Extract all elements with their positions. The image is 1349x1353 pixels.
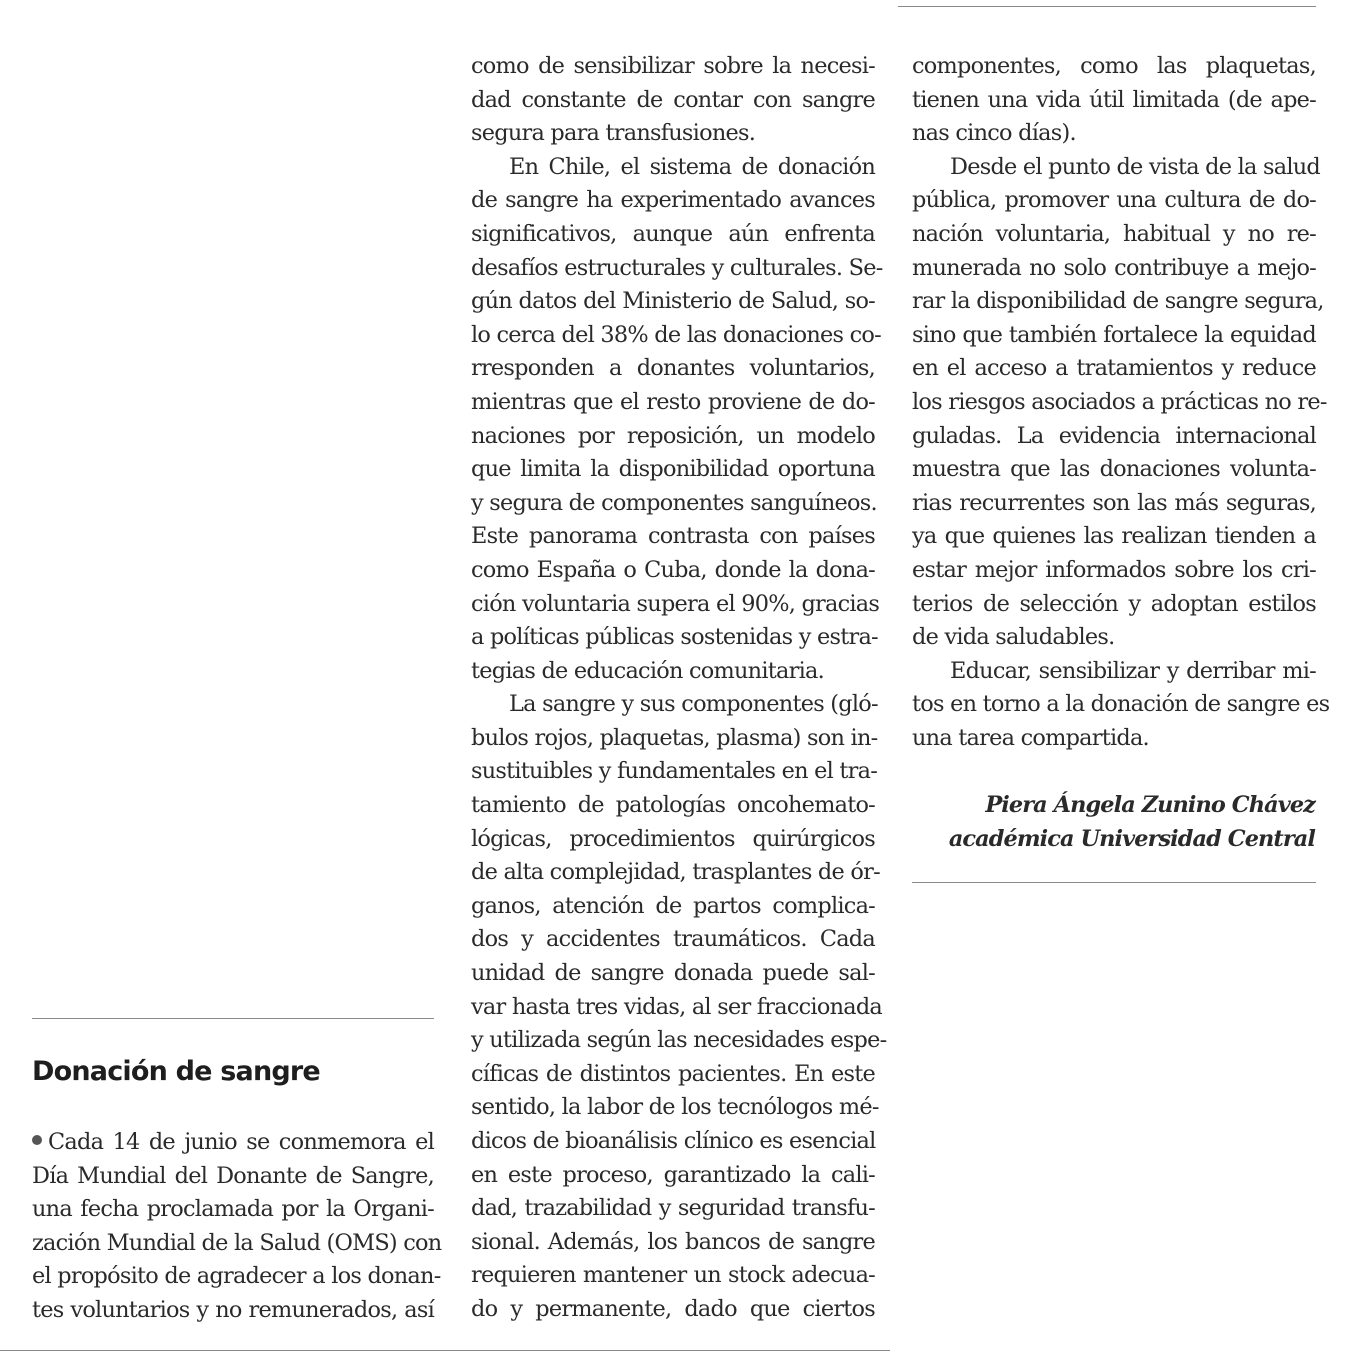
- body-line: terios de selección y adoptan estilos: [912, 590, 1316, 617]
- body-line: segura para transfusiones.: [471, 120, 756, 147]
- body-line: lo cerca del 38% de las donaciones co-: [471, 321, 881, 348]
- body-line: Educar, sensibilizar y derribar mi-: [950, 657, 1316, 684]
- body-line: los riesgos asociados a prácticas no re-: [912, 388, 1327, 415]
- body-line: tamiento de patologías oncohemato-: [471, 792, 875, 819]
- body-line: Desde el punto de vista de la salud: [950, 153, 1320, 180]
- body-line: Este panorama contrasta con países: [471, 523, 875, 550]
- body-line: mientras que el resto proviene de do-: [471, 388, 875, 415]
- body-line: como España o Cuba, donde la dona-: [471, 556, 875, 583]
- body-line: tos en torno a la donación de sangre es: [912, 691, 1330, 718]
- body-line: rias recurrentes son las más seguras,: [912, 489, 1316, 516]
- sidebar-line: una fecha proclamada por la Organi-: [32, 1196, 434, 1223]
- body-line: En Chile, el sistema de donación: [509, 153, 875, 180]
- body-line: nación voluntaria, habitual y no re-: [912, 220, 1316, 247]
- body-line: guladas. La evidencia internacional: [912, 422, 1316, 449]
- body-line: var hasta tres vidas, al ser fraccionada: [471, 993, 883, 1020]
- bullet-icon: [32, 1135, 42, 1145]
- sidebar-line: el propósito de agradecer a los donan-: [32, 1263, 441, 1290]
- signature-bottom-rule: [912, 882, 1316, 883]
- body-line: do y permanente, dado que ciertos: [471, 1295, 875, 1322]
- body-line: La sangre y sus componentes (gló-: [509, 691, 878, 718]
- sidebar-top-rule: [32, 1018, 434, 1019]
- body-line: ganos, atención de partos complica-: [471, 892, 875, 919]
- body-line: muestra que las donaciones volunta-: [912, 456, 1316, 483]
- body-line: dad, trazabilidad y seguridad transfu-: [471, 1195, 875, 1222]
- author-name: Piera Ángela Zunino Chávez: [985, 792, 1315, 818]
- author-affiliation: académica Universidad Central: [948, 826, 1315, 852]
- sidebar-line: Cada 14 de junio se conmemora el: [32, 1126, 434, 1160]
- body-line: lógicas, procedimientos quirúrgicos: [471, 825, 875, 852]
- body-line: dicos de bioanálisis clínico es esencial: [471, 1128, 876, 1154]
- body-line: componentes, como las plaquetas,: [912, 53, 1316, 79]
- body-line: munerada no solo contribuye a mejo-: [912, 254, 1316, 281]
- body-line: requieren mantener un stock adecua-: [471, 1262, 875, 1289]
- body-line: en el acceso a tratamientos y reduce: [912, 355, 1316, 382]
- body-line: unidad de sangre donada puede sal-: [471, 960, 875, 987]
- body-line: como de sensibilizar sobre la necesi-: [471, 53, 875, 79]
- sidebar-body: [32, 1126, 442, 1328]
- body-line: de sangre ha experimentado avances: [471, 187, 875, 214]
- article-column-3: [912, 50, 1330, 755]
- body-line: pública, promover una cultura de do-: [912, 187, 1316, 214]
- body-line: bulos rojos, plaquetas, plasma) son in-: [471, 724, 878, 751]
- body-line: tienen una vida útil limitada (de ape-: [912, 86, 1316, 113]
- body-line: sentido, la labor de los tecnólogos mé-: [471, 1094, 879, 1121]
- body-line: sino que también fortalece la equidad: [912, 321, 1316, 348]
- body-line: dos y accidentes traumáticos. Cada: [471, 926, 875, 953]
- body-line: rar la disponibilidad de sangre segura,: [912, 288, 1324, 315]
- body-line: y segura de componentes sanguíneos.: [471, 489, 877, 516]
- sidebar-line: tes voluntarios y no remunerados, así: [32, 1296, 434, 1323]
- top-rule-right: [898, 6, 1316, 7]
- body-line: ción voluntaria supera el 90%, gracias: [471, 590, 880, 617]
- body-line: gún datos del Ministerio de Salud, so-: [471, 288, 875, 315]
- body-line: rresponden a donantes voluntarios,: [471, 355, 875, 382]
- sidebar-line: Día Mundial del Donante de Sangre,: [32, 1162, 434, 1189]
- article-column-2: [471, 50, 887, 1327]
- body-line: desafíos estructurales y culturales. Se-: [471, 254, 883, 281]
- body-line: a políticas públicas sostenidas y estra-: [471, 624, 878, 651]
- body-line: cíficas de distintos pacientes. En este: [471, 1060, 875, 1087]
- body-line: y utilizada según las necesidades espe-: [471, 1027, 887, 1054]
- body-line: naciones por reposición, un modelo: [471, 422, 875, 449]
- sidebar-line: zación Mundial de la Salud (OMS) con: [32, 1229, 442, 1256]
- body-line: que limita la disponibilidad oportuna: [471, 456, 875, 483]
- page-bottom-rule: [0, 1350, 890, 1351]
- sidebar-title: Donación de sangre: [32, 1056, 320, 1087]
- author-signature: [949, 788, 1315, 856]
- body-line: en este proceso, garantizado la cali-: [471, 1161, 875, 1188]
- body-line: dad constante de contar con sangre: [471, 86, 875, 113]
- body-line: significativos, aunque aún enfrenta: [471, 220, 875, 247]
- body-line: estar mejor informados sobre los cri-: [912, 556, 1316, 583]
- body-line: sustituibles y fundamentales en el tra-: [471, 758, 878, 785]
- body-line: de vida saludables.: [912, 624, 1115, 651]
- body-line: sional. Además, los bancos de sangre: [471, 1228, 875, 1255]
- body-line: de alta complejidad, trasplantes de ór-: [471, 859, 880, 886]
- body-line: tegias de educación comunitaria.: [471, 657, 824, 684]
- body-line: una tarea compartida.: [912, 724, 1149, 751]
- body-line: nas cinco días).: [912, 120, 1076, 147]
- body-line: ya que quienes las realizan tienden a: [912, 523, 1316, 550]
